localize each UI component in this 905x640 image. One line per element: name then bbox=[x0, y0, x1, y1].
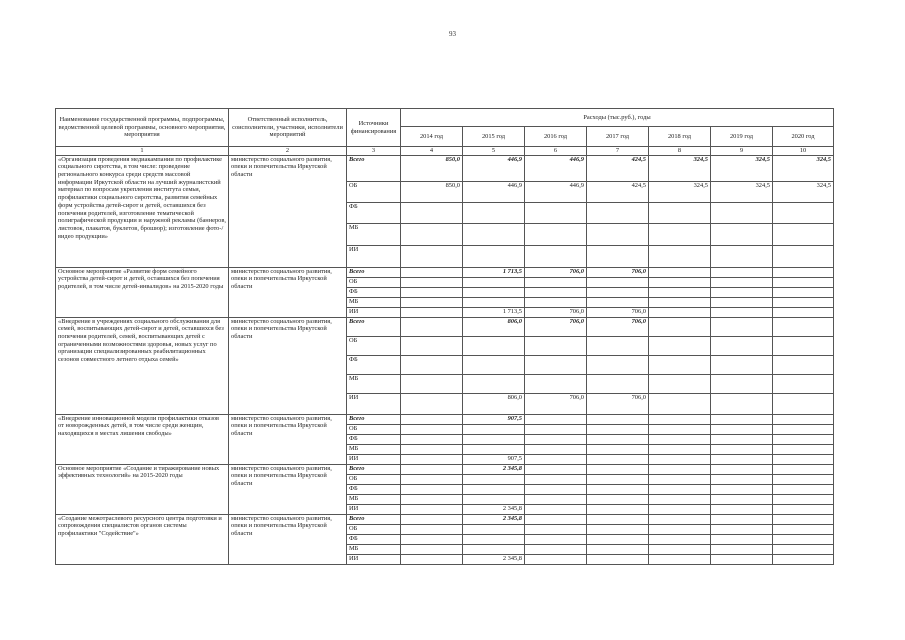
page-number: 93 bbox=[449, 30, 456, 38]
header-year: 2020 год bbox=[773, 127, 834, 147]
column-index-row bbox=[56, 147, 834, 156]
value-cell: 324,5 bbox=[711, 155, 773, 181]
row-responsible: министерство социального развития, опеки и попечительства Иркутской области bbox=[229, 317, 347, 414]
source-fb: ФБ bbox=[347, 287, 401, 297]
value-cell: 806,0 bbox=[463, 317, 525, 336]
value-cell: 706,0 bbox=[525, 267, 587, 277]
source-mb: МБ bbox=[347, 374, 401, 393]
column-index: 4 bbox=[401, 147, 463, 156]
value-cell: 706,0 bbox=[587, 317, 649, 336]
value-cell bbox=[401, 307, 463, 317]
header-year: 2014 год bbox=[401, 127, 463, 147]
source-ob: ОБ bbox=[347, 424, 401, 434]
expenses-table bbox=[55, 108, 834, 565]
value-cell: 1 713,5 bbox=[463, 307, 525, 317]
row-responsible: министерство социального развития, опеки и попечительства Иркутской области bbox=[229, 267, 347, 317]
column-index: 5 bbox=[463, 147, 525, 156]
header-responsible: Ответственный исполнитель, соисполнители, участники, исполнители мероприятий bbox=[229, 109, 347, 147]
value-cell: 850,0 bbox=[401, 155, 463, 181]
value-cell: 2 345,8 bbox=[463, 504, 525, 514]
header-year: 2018 год bbox=[649, 127, 711, 147]
source-mb: МБ bbox=[347, 444, 401, 454]
value-cell: 706,0 bbox=[525, 317, 587, 336]
row-name: «Организация проведения медиакампании по профилактике социального сиротства, в том числе: проведение регионального конкурса среди средств массовой информации Иркутской области на лучший журналистский материал по вопросам укрепления института семьи, профилактики социального сиротства, развития семейных форм устройства детей-сирот и детей, оставшихся без попечения родителей, изготовление тематической полиграфической продукции и наружной рекламы (баннеров, листовок, плакатов, буклетов, брошюр); изготовление фото-/видео продукции» bbox=[56, 155, 229, 267]
source-ob: ОБ bbox=[347, 181, 401, 202]
value-cell: 806,0 bbox=[463, 393, 525, 414]
row-responsible: министерство социального развития, опеки и попечительства Иркутской области bbox=[229, 414, 347, 464]
source-fb: ФБ bbox=[347, 534, 401, 544]
source-fb: ФБ bbox=[347, 434, 401, 444]
source-ob: ОБ bbox=[347, 524, 401, 534]
row-name: «Создание межотраслевого ресурсного центра подготовки и сопровождения специалистов органов системы профилактики "Содействие"» bbox=[56, 514, 229, 564]
value-cell: 324,5 bbox=[649, 155, 711, 181]
row-name: «Внедрение в учреждениях социального обслуживания для семей, воспитывающих детей-сирот и детей, оставшихся без попечения родителей, семей, воспитывающих детей с ограниченными возможностями здоровья, новых услуг по организации специализированных реабилитационных сезонов совместного летнего отдыха семей» bbox=[56, 317, 229, 414]
source-fb: ФБ bbox=[347, 202, 401, 223]
header-sources: Источники финансирования bbox=[347, 109, 401, 147]
source-ob: ОБ bbox=[347, 336, 401, 355]
value-cell: 446,9 bbox=[463, 181, 525, 202]
source-ii: ИИ bbox=[347, 504, 401, 514]
value-cell: 850,0 bbox=[401, 181, 463, 202]
column-index: 6 bbox=[525, 147, 587, 156]
source-mb: МБ bbox=[347, 494, 401, 504]
source-total: Всего bbox=[347, 414, 401, 424]
header-expenses: Расходы (тыс.руб.), годы bbox=[401, 109, 834, 127]
source-ii: ИИ bbox=[347, 245, 401, 267]
value-cell: 1 713,5 bbox=[463, 267, 525, 277]
value-cell: 446,9 bbox=[525, 155, 587, 181]
value-cell: 446,9 bbox=[525, 181, 587, 202]
header-year: 2016 год bbox=[525, 127, 587, 147]
source-mb: МБ bbox=[347, 297, 401, 307]
row-name: Основное мероприятие «Создание и тиражирование новых эффективных технологий» на 2015-2020 годы bbox=[56, 464, 229, 514]
column-index: 3 bbox=[347, 147, 401, 156]
value-cell: 907,5 bbox=[463, 454, 525, 464]
value-cell: 706,0 bbox=[525, 393, 587, 414]
source-total: Всего bbox=[347, 155, 401, 181]
value-cell bbox=[401, 267, 463, 277]
table-row bbox=[56, 267, 834, 277]
source-fb: ФБ bbox=[347, 355, 401, 374]
column-index: 2 bbox=[229, 147, 347, 156]
value-cell: 446,9 bbox=[463, 155, 525, 181]
column-index: 7 bbox=[587, 147, 649, 156]
source-ii: ИИ bbox=[347, 454, 401, 464]
value-cell: 2 345,8 bbox=[463, 464, 525, 474]
value-cell: 424,5 bbox=[587, 155, 649, 181]
source-ob: ОБ bbox=[347, 474, 401, 484]
header-year: 2015 год bbox=[463, 127, 525, 147]
value-cell: 324,5 bbox=[649, 181, 711, 202]
source-total: Всего bbox=[347, 464, 401, 474]
source-mb: МБ bbox=[347, 544, 401, 554]
row-name: Основное мероприятие «Развитие форм семейного устройства детей-сирот и детей, оставшихся без попечения родителей, в том числе детей-инвалидов» на 2015-2020 годы bbox=[56, 267, 229, 317]
value-cell: 324,5 bbox=[773, 155, 834, 181]
source-ii: ИИ bbox=[347, 393, 401, 414]
value-cell: 706,0 bbox=[587, 307, 649, 317]
value-cell: 424,5 bbox=[587, 181, 649, 202]
column-index: 8 bbox=[649, 147, 711, 156]
value-cell: 2 345,8 bbox=[463, 554, 525, 564]
header-year: 2019 год bbox=[711, 127, 773, 147]
value-cell: 706,0 bbox=[587, 267, 649, 277]
source-ii: ИИ bbox=[347, 554, 401, 564]
table-row bbox=[56, 317, 834, 336]
column-index: 10 bbox=[773, 147, 834, 156]
source-mb: МБ bbox=[347, 223, 401, 245]
table-row bbox=[56, 514, 834, 524]
row-responsible: министерство социального развития, опеки и попечительства Иркутской области bbox=[229, 514, 347, 564]
value-cell: 2 345,8 bbox=[463, 514, 525, 524]
table-row bbox=[56, 464, 834, 474]
source-ob: ОБ bbox=[347, 277, 401, 287]
value-cell: 324,5 bbox=[711, 181, 773, 202]
source-ii: ИИ bbox=[347, 307, 401, 317]
column-index: 1 bbox=[56, 147, 229, 156]
source-total: Всего bbox=[347, 514, 401, 524]
row-name: «Внедрение инновационной модели профилактики отказов от новорожденных детей, в том числе среди женщин, находящихся в местах лишения свободы» bbox=[56, 414, 229, 464]
header-name: Наименование государственной программы, подпрограммы, ведомственной целевой программы, основного мероприятия, мероприятия bbox=[56, 109, 229, 147]
source-total: Всего bbox=[347, 267, 401, 277]
header-year: 2017 год bbox=[587, 127, 649, 147]
row-responsible: министерство социального развития, опеки и попечительства Иркутской области bbox=[229, 464, 347, 514]
value-cell: 324,5 bbox=[773, 181, 834, 202]
row-responsible: министерство социального развития, опеки и попечительства Иркутской области bbox=[229, 155, 347, 267]
value-cell: 706,0 bbox=[525, 307, 587, 317]
table-row bbox=[56, 155, 834, 181]
source-total: Всего bbox=[347, 317, 401, 336]
table-row bbox=[56, 414, 834, 424]
source-fb: ФБ bbox=[347, 484, 401, 494]
value-cell: 907,5 bbox=[463, 414, 525, 424]
column-index: 9 bbox=[711, 147, 773, 156]
value-cell: 706,0 bbox=[587, 393, 649, 414]
